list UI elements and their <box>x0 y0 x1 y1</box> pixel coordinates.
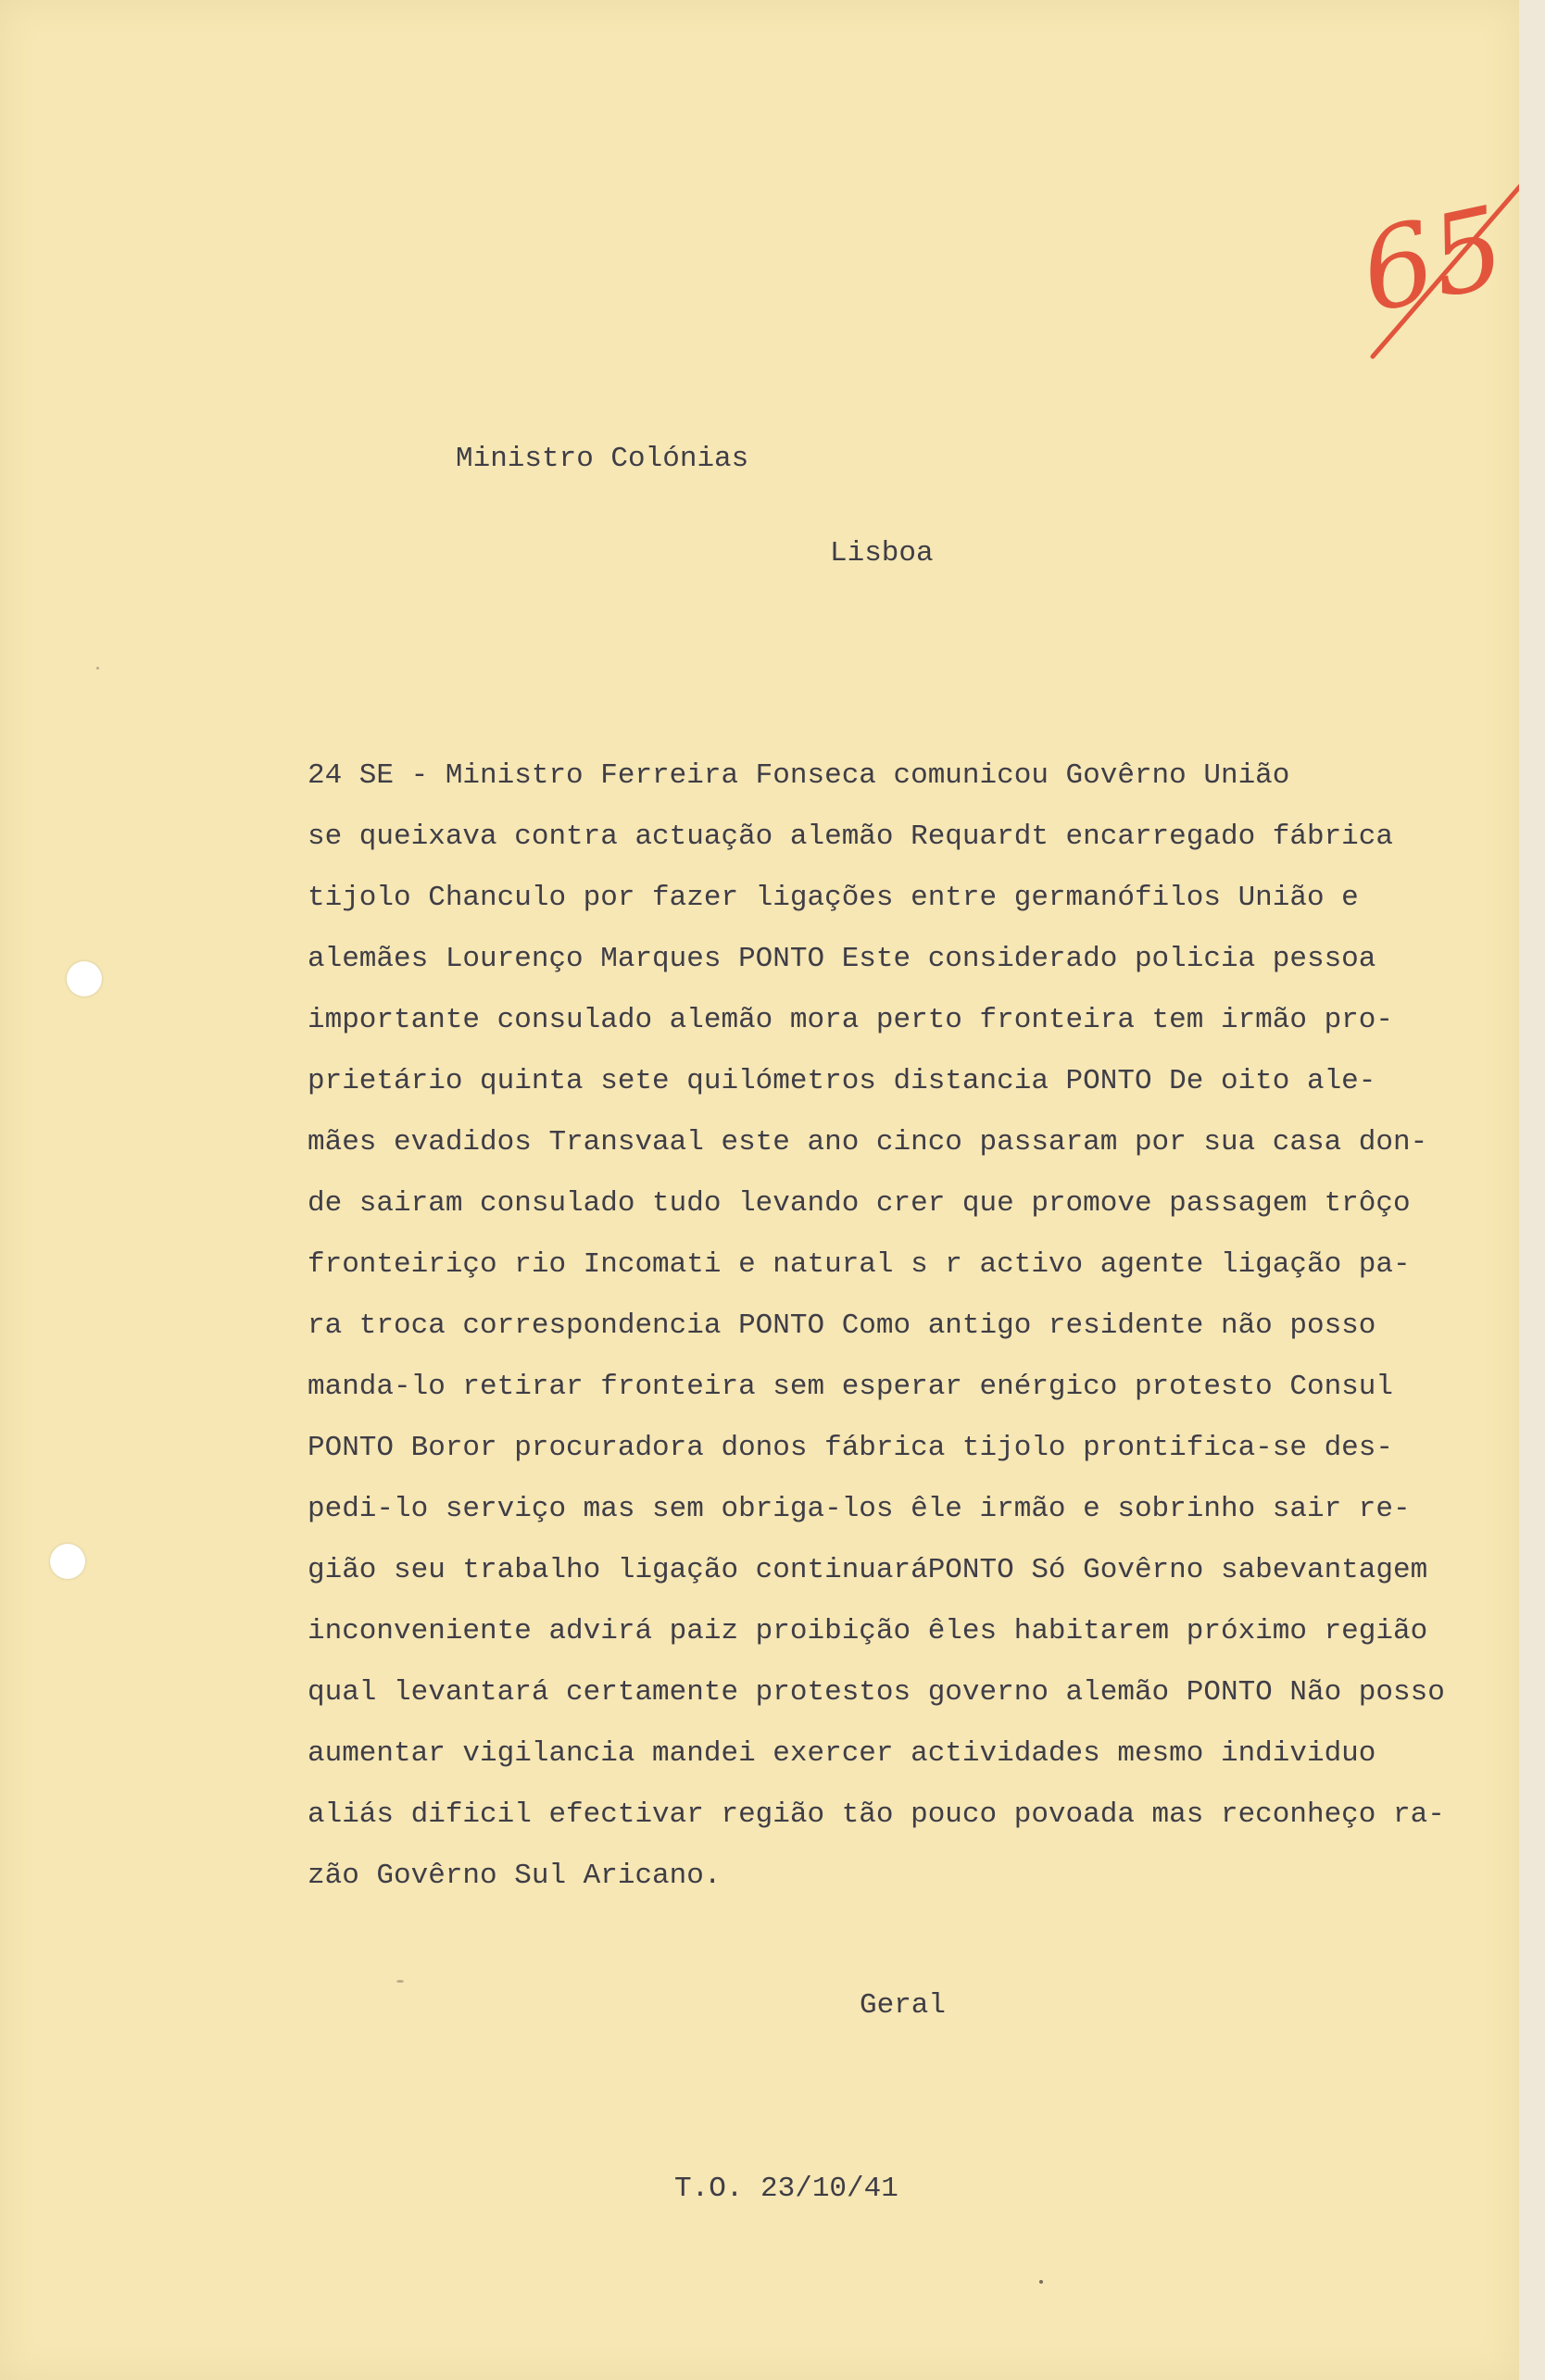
message-line: prietário quinta sete quilómetros distancia PONTO De oito ale- <box>308 1065 1376 1097</box>
message-line: fronteiriço rio Incomati e natural s r activo agente ligação pa- <box>308 1248 1411 1281</box>
message-line: 24 SE - Ministro Ferreira Fonseca comunicou Govêrno União <box>308 759 1290 792</box>
signature: Geral <box>860 1989 947 2022</box>
paper-speck <box>396 1980 404 1983</box>
page-edge <box>1519 0 1545 2380</box>
punch-hole <box>50 1544 85 1579</box>
message-line: qual levantará certamente protestos governo alemão PONTO Não posso <box>308 1676 1445 1709</box>
message-line: inconveniente advirá paiz proibição êles habitarem próximo região <box>308 1615 1428 1647</box>
transmission-reference: T.O. 23/10/41 <box>674 2173 898 2205</box>
punch-hole <box>67 961 102 996</box>
message-line: aumentar vigilancia mandei exercer actividades mesmo individuo <box>308 1737 1376 1770</box>
message-line: aliás dificil efectivar região tão pouco povoada mas reconheço ra- <box>308 1798 1445 1831</box>
message-line: pedi-lo serviço mas sem obriga-los êle irmão e sobrinho sair re- <box>308 1493 1411 1525</box>
message-line: se queixava contra actuação alemão Requardt encarregado fábrica <box>308 820 1393 853</box>
message-line: gião seu trabalho ligação continuaráPONTO Só Govêrno sabevantagem <box>308 1554 1428 1586</box>
folio-number: 65 <box>1350 182 1515 339</box>
message-line: tijolo Chanculo por fazer ligações entre germanófilos União e <box>308 882 1359 914</box>
message-line: de sairam consulado tudo levando crer que promove passagem trôço <box>308 1187 1411 1220</box>
destination-city: Lisboa <box>830 537 934 570</box>
paper-speck <box>1039 2280 1043 2284</box>
message-line: importante consulado alemão mora perto fronteira tem irmão pro- <box>308 1004 1393 1036</box>
message-line: zão Govêrno Sul Aricano. <box>308 1860 722 1892</box>
paper-speck <box>96 667 99 670</box>
message-line: ra troca correspondencia PONTO Como antigo residente não posso <box>308 1309 1376 1342</box>
message-line: alemães Lourenço Marques PONTO Este considerado policia pessoa <box>308 943 1376 975</box>
message-line: PONTO Boror procuradora donos fábrica tijolo prontifica-se des- <box>308 1432 1393 1464</box>
message-line: manda-lo retirar fronteira sem esperar enérgico protesto Consul <box>308 1371 1393 1403</box>
message-line: mães evadidos Transvaal este ano cinco passaram por sua casa don- <box>308 1126 1428 1159</box>
addressee: Ministro Colónias <box>456 443 749 475</box>
folio-number-mark <box>1345 130 1530 370</box>
